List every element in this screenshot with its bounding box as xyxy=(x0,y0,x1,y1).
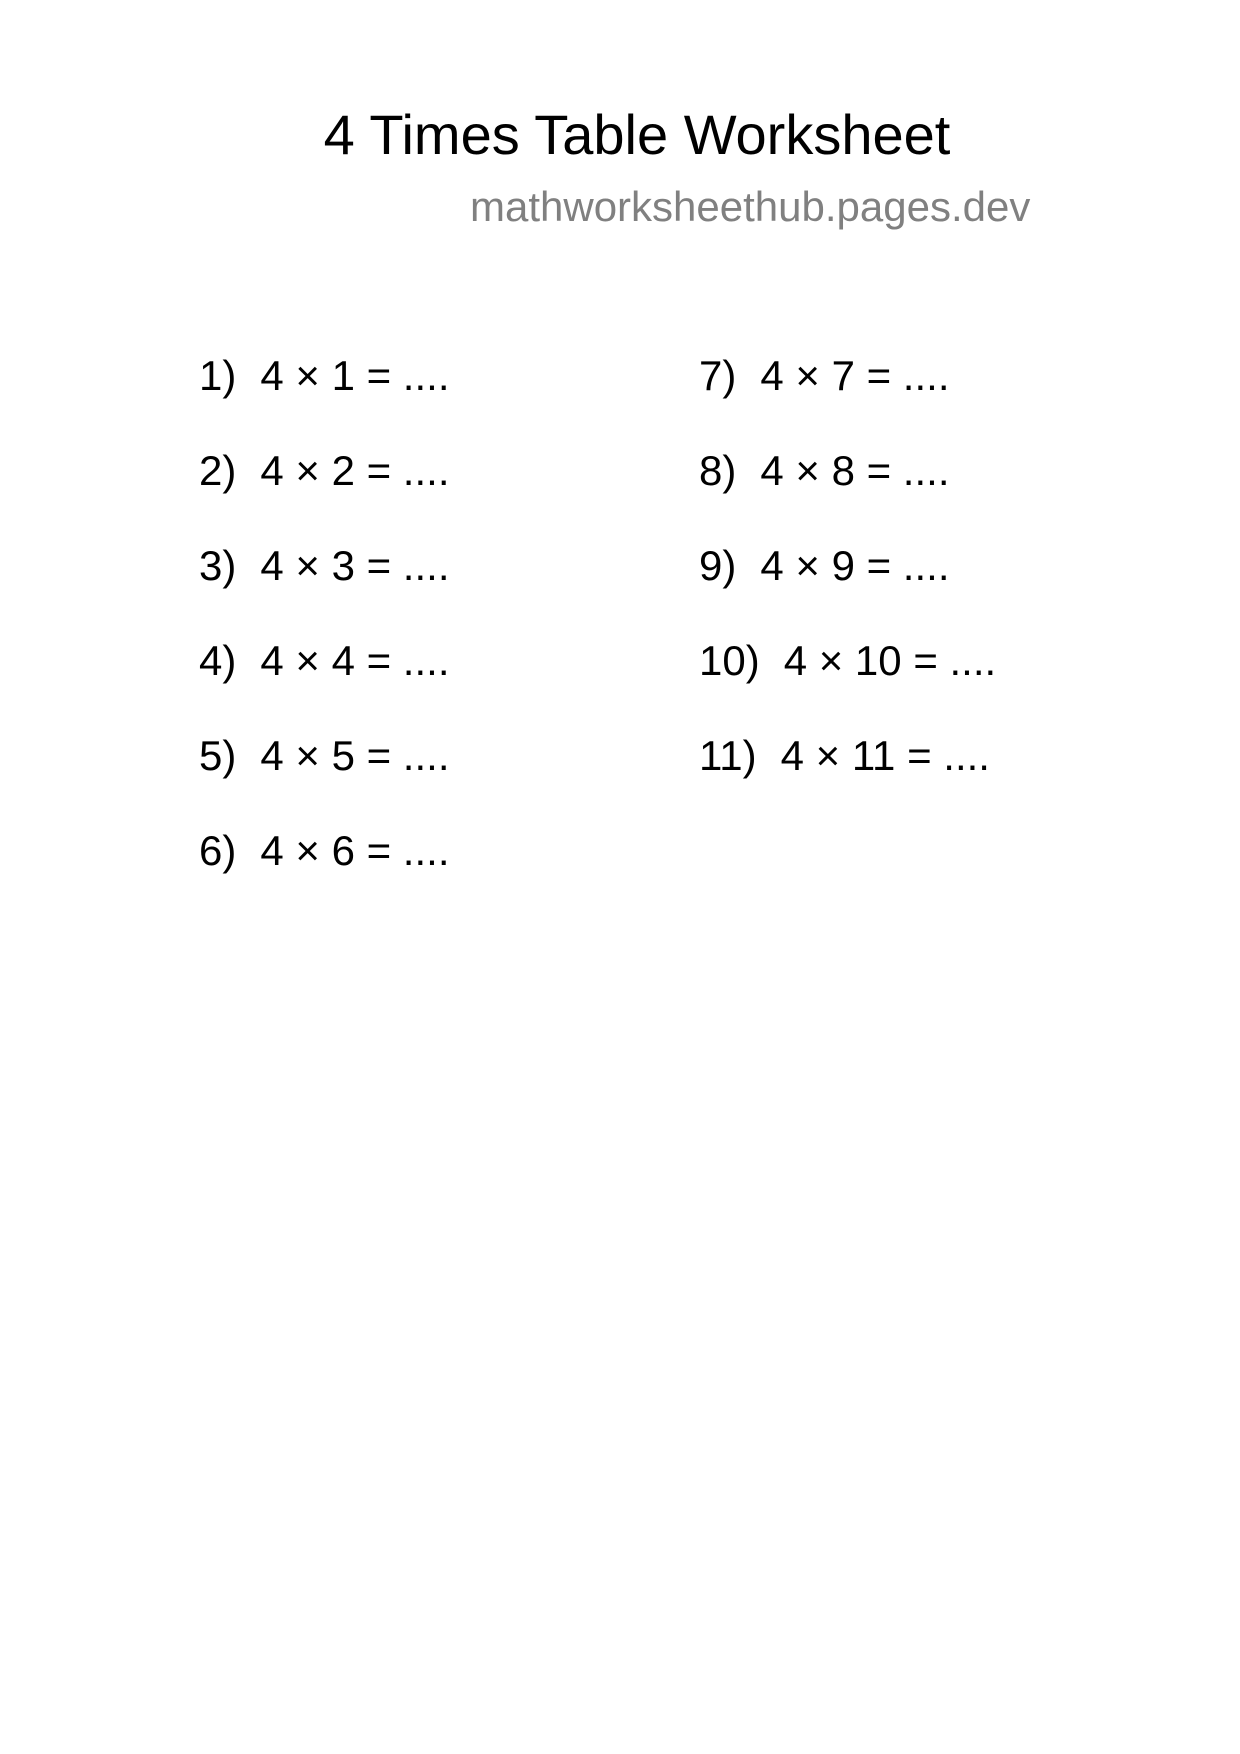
problem-number: 5) xyxy=(199,732,237,779)
problem-expression: 4 × 5 = .... xyxy=(260,732,450,779)
problem-number: 11) xyxy=(699,732,757,779)
problem-item xyxy=(199,825,449,920)
problem-item xyxy=(699,635,996,730)
problem-expression: 4 × 10 = .... xyxy=(783,637,997,684)
problem-number: 2) xyxy=(199,447,237,494)
problem-expression: 4 × 6 = .... xyxy=(260,827,450,874)
problem-item xyxy=(199,540,449,635)
problem-number: 8) xyxy=(699,447,737,494)
problem-expression: 4 × 4 = .... xyxy=(260,637,450,684)
problem-number: 10) xyxy=(699,637,760,684)
worksheet-title: 4 Times Table Worksheet xyxy=(323,103,951,166)
problem-item xyxy=(699,540,996,635)
problem-expression: 4 × 7 = .... xyxy=(760,352,950,399)
problem-item xyxy=(199,350,449,445)
problem-number: 7) xyxy=(699,352,737,399)
problem-item xyxy=(699,445,996,540)
problem-item xyxy=(199,445,449,540)
problem-item xyxy=(699,730,996,825)
problem-number: 4) xyxy=(199,637,237,684)
problem-expression: 4 × 8 = .... xyxy=(760,447,950,494)
problem-column-right xyxy=(699,350,996,825)
problem-item xyxy=(199,730,449,825)
problem-number: 3) xyxy=(199,542,237,589)
problem-number: 1) xyxy=(199,352,237,399)
website-credit: mathworksheethub.pages.dev xyxy=(470,183,1031,230)
problem-expression: 4 × 9 = .... xyxy=(760,542,950,589)
problem-number: 9) xyxy=(699,542,737,589)
problem-number: 6) xyxy=(199,827,237,874)
problem-expression: 4 × 1 = .... xyxy=(260,352,450,399)
problem-item xyxy=(199,635,449,730)
problem-item xyxy=(699,350,996,445)
problem-expression: 4 × 2 = .... xyxy=(260,447,450,494)
problem-column-left xyxy=(199,350,449,920)
problem-expression: 4 × 3 = .... xyxy=(260,542,450,589)
problem-expression: 4 × 11 = .... xyxy=(780,732,990,779)
